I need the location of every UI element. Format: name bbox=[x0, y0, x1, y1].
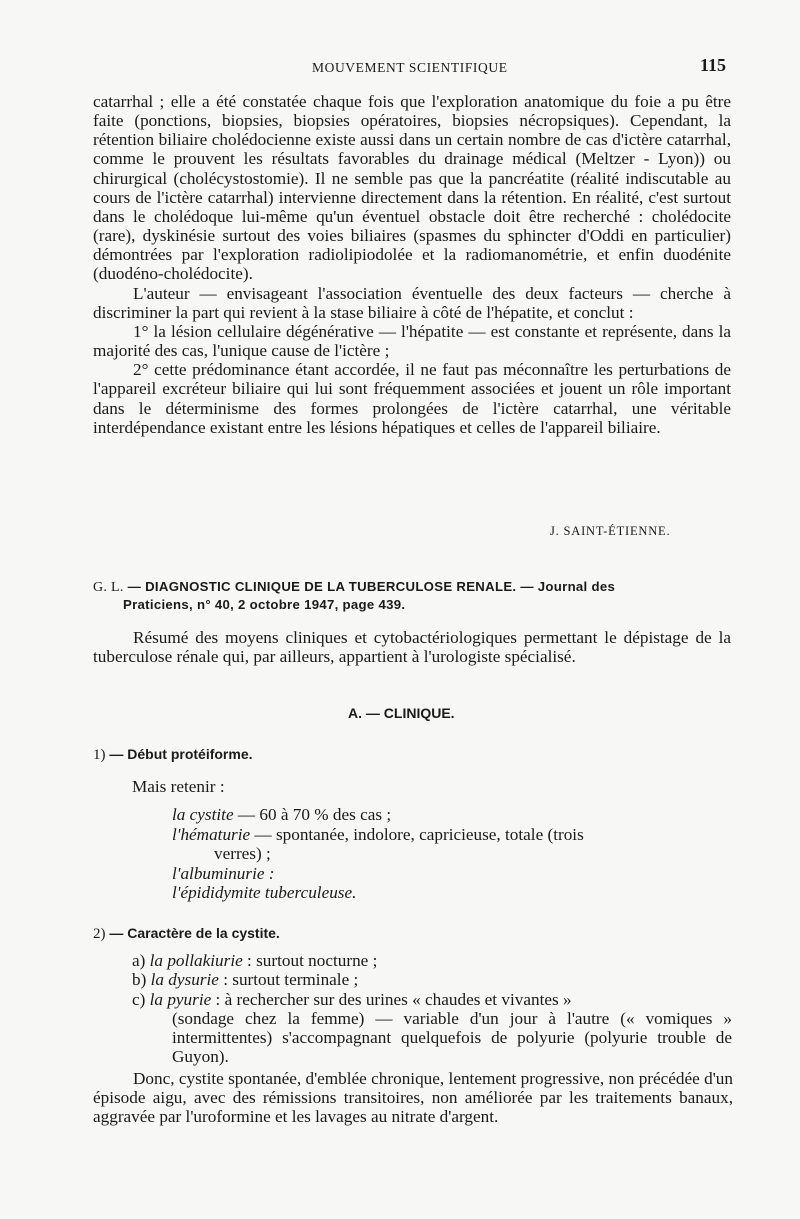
subheading-title: — Caractère de la cystite. bbox=[109, 925, 280, 941]
retain-label: Mais retenir : bbox=[132, 777, 225, 796]
item-term: la pollakiurie bbox=[149, 951, 243, 970]
list-item bbox=[172, 805, 732, 825]
symptom-term: l'épididymite tuberculeuse. bbox=[172, 883, 357, 902]
article-heading bbox=[93, 578, 733, 613]
previous-article-body bbox=[93, 92, 731, 437]
list-item bbox=[172, 883, 732, 903]
list-item bbox=[132, 990, 732, 1067]
conclusion bbox=[93, 1069, 733, 1127]
item-letter: b) bbox=[132, 970, 147, 990]
list-item bbox=[132, 970, 732, 989]
symptom-list bbox=[172, 805, 732, 903]
subheading-number: 1) bbox=[93, 747, 106, 763]
symptom-detail: — 60 à 70 % des cas ; bbox=[233, 805, 392, 824]
numbered-point: 1° la lésion cellulaire dégénérative — l'hépatite — est constante et représente, dans la majorité des cas, l'unique cause de l'ictère ; bbox=[93, 321, 731, 361]
page-number: 115 bbox=[700, 55, 727, 75]
paragraph: catarrhal ; elle a été constatée chaque fois que l'exploration anatomique du foie a pu être faite (ponctions, biopsies, biopsies opératoires, biopsies nécropsiques). Cependant, la rétention biliaire cholédocienne existe aussi dans un certain nombre de cas d'ictère catarrhal, comme le prouvent les résultats favorables du drainage médical (Meltzer - Lyon)) ou chirurgical (cholécystostomie). Il ne semble pas que la pancréatite (réalité indiscutable au cours de l'ictère catarrhal) intervienne directement dans la rétention. En réalité, c'est surtout dans le cholédoque lui-même qu'un éventuel obstacle doit être recherché : cholédocite (rare), dyskinésie surtout des voies biliaires (spasmes du sphincter d'Oddi en particulier) démontrées par l'exploration radiolipiodolée et la radiomanométrie, et enfin duodénite (duodéno-cholédocite). bbox=[93, 92, 731, 284]
abstract-paragraph: Résumé des moyens cliniques et cytobactériologiques permettant le dépistage de la tuberculose rénale qui, par ailleurs, appartient à l'urologiste spécialisé. bbox=[93, 628, 731, 667]
symptom-term: la cystite bbox=[172, 805, 234, 824]
article-source: Praticiens, n° 40, 2 octobre 1947, page 439. bbox=[123, 597, 406, 612]
subheading-title: — Début protéiforme. bbox=[109, 746, 253, 762]
symptom-term: l'hématurie bbox=[172, 824, 251, 844]
author-signature: J. SAINT-ÉTIENNE. bbox=[550, 524, 671, 538]
item-detail: : à rechercher sur des urines « chaudes et vivantes » bbox=[211, 989, 572, 1009]
symptom-term: l'albuminurie : bbox=[172, 863, 275, 883]
running-title: MOUVEMENT SCIENTIFIQUE bbox=[312, 60, 508, 75]
item-continuation: (sondage chez la femme) — variable d'un jour à l'autre (« vomiques » intermittentes) s'accompagnant quelquefois de polyurie (polyurie trouble de Guyon). bbox=[172, 1008, 732, 1067]
article-title: — DIAGNOSTIC CLINIQUE DE LA TUBERCULOSE RENALE. — Journal des bbox=[127, 579, 616, 594]
subheading-1 bbox=[93, 746, 253, 764]
list-item bbox=[172, 825, 732, 864]
list-item bbox=[132, 951, 732, 970]
subheading-2 bbox=[93, 925, 280, 943]
item-letter: a) bbox=[132, 951, 146, 970]
item-term: la pyurie bbox=[149, 989, 212, 1009]
cystitis-list bbox=[132, 951, 732, 1067]
subheading-number: 2) bbox=[93, 926, 106, 942]
numbered-point: 2° cette prédominance étant accordée, il ne faut pas méconnaître les perturbations de l'appareil excréteur biliaire qui lui sont fréquemment associées et jouent un rôle important dans le déterminisme des formes prolongées de l'ictère catarrhal, une véritable interdépendance existant entre les lésions hépatiques et celles de l'appareil biliaire. bbox=[93, 360, 731, 437]
list-item bbox=[172, 864, 732, 884]
section-heading: A. — CLINIQUE. bbox=[348, 705, 455, 721]
item-detail: : surtout nocturne ; bbox=[242, 951, 378, 970]
paragraph: L'auteur — envisageant l'association éventuelle des deux facteurs — cherche à discriminer la part qui revient à la stase biliaire à côté de l'hépatite, et conclut : bbox=[93, 283, 731, 322]
conclusion-paragraph: Donc, cystite spontanée, d'emblée chronique, lentement progressive, non précédée d'un épisode aigu, avec des rémissions transitoires, non améliorée par les traitements banaux, aggravée par l'uroformine et les lavages au nitrate d'argent. bbox=[93, 1069, 733, 1127]
item-term: la dysurie bbox=[150, 970, 219, 990]
item-detail: : surtout terminale ; bbox=[218, 970, 359, 990]
item-letter: c) bbox=[132, 989, 146, 1009]
article-author: G. L. bbox=[93, 580, 124, 595]
symptom-continuation: verres) ; bbox=[214, 844, 271, 863]
article-abstract bbox=[93, 628, 731, 666]
symptom-detail: — spontanée, indolore, capricieuse, totale (trois bbox=[250, 824, 584, 844]
